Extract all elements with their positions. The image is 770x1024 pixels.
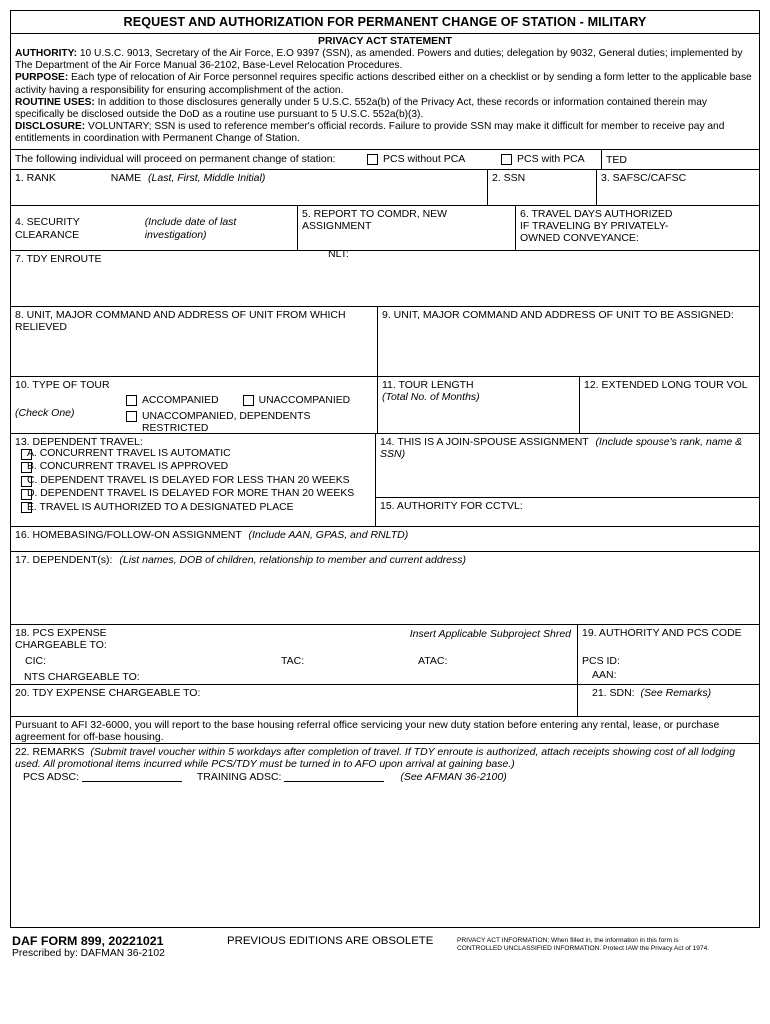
pcs-id-label[interactable]: PCS ID:: [582, 655, 620, 668]
tour-length-hint: (Total No. of Months): [382, 391, 480, 404]
field-tour-length[interactable]: [378, 377, 580, 433]
field-tdy-enroute[interactable]: [11, 251, 759, 306]
privacy-disclosure-paragraph: [15, 121, 755, 145]
name-label: NAME: [110, 171, 142, 184]
field-authority-pcs-code: [578, 625, 759, 684]
sdn-hint: (See Remarks): [640, 686, 712, 699]
pcs-with-pca-label: PCS with PCA: [517, 153, 585, 166]
dependents-label: 17. DEPENDENT(s):: [15, 553, 113, 566]
dependent-travel-option-a[interactable]: [21, 448, 372, 460]
remarks-hint: (Submit travel voucher within 5 workdays after completion of travel. If TDY enroute is authorized, attach receipts showing cost of all lodging used. All promotional items incurred while PCS/TDY must be turned in to AFO upon arrival at gaining base.): [15, 745, 736, 771]
pcs-adsc-input[interactable]: [82, 771, 182, 782]
afi-housing-note-row: [11, 717, 759, 744]
unit-assigned-label: 9. UNIT, MAJOR COMMAND AND ADDRESS OF UNIT TO BE ASSIGNED:: [382, 308, 734, 321]
homebasing-label: 16. HOMEBASING/FOLLOW-ON ASSIGNMENT: [15, 528, 242, 541]
check-one-hint: (Check One): [15, 407, 75, 420]
travel-days-line3: OWNED CONVEYANCE:: [520, 232, 639, 245]
remarks-label: 22. REMARKS: [15, 745, 85, 758]
dependent-travel-label: 13. DEPENDENT TRAVEL:: [15, 435, 143, 448]
field-extended-long-tour-vol[interactable]: [580, 377, 759, 433]
privacy-authority-label: AUTHORITY:: [15, 48, 78, 59]
unaccompanied-label: UNACCOMPANIED: [258, 394, 351, 406]
privacy-act-heading: PRIVACY ACT STATEMENT: [318, 36, 452, 47]
field-tdy-expense[interactable]: [11, 685, 578, 716]
pcs-expense-line2: CHARGEABLE TO:: [15, 639, 107, 652]
privacy-purpose-label: PURPOSE:: [15, 72, 69, 84]
field-homebasing[interactable]: [11, 527, 759, 551]
unaccompanied-restricted-line2: RESTRICTED: [142, 423, 209, 435]
unaccompanied-checkbox[interactable]: [243, 395, 254, 406]
field-dependent-travel: [11, 434, 376, 526]
tdy-enroute-label: 7. TDY ENROUTE: [15, 252, 102, 265]
form-footer: [10, 928, 762, 959]
privacy-info-line2: CONTROLLED UNCLASSIFIED INFORMATION. Protect IAW the Privacy Act of 1974.: [457, 945, 710, 953]
tour-row: [11, 377, 759, 434]
tdy-enroute-row: [11, 251, 759, 307]
form-number: DAF FORM 899, 20221021: [12, 933, 164, 948]
join-spouse-label: 14. THIS IS A JOIN-SPOUSE ASSIGNMENT: [380, 435, 589, 448]
pcs-with-pca-checkbox[interactable]: [501, 154, 512, 165]
dependent-travel-option-c[interactable]: [21, 475, 372, 487]
dependent-travel-option-b[interactable]: [21, 461, 372, 473]
dependent-travel-b-label: B. CONCURRENT TRAVEL IS APPROVED: [27, 461, 229, 473]
dependent-travel-option-d[interactable]: [21, 488, 372, 500]
rank-name-ssn-row: [11, 170, 759, 206]
pcs-expense-line1: 18. PCS EXPENSE: [15, 626, 107, 639]
field-unit-assigned[interactable]: [378, 307, 759, 376]
privacy-purpose-paragraph: [15, 72, 755, 96]
aan-label[interactable]: AAN:: [592, 669, 617, 682]
field-pcs-expense: [11, 625, 578, 684]
security-clearance-label: 4. SECURITY CLEARANCE: [15, 216, 80, 241]
safsc-label: 3. SAFSC/CAFSC: [601, 171, 687, 184]
tour-unaccompanied-option[interactable]: [243, 395, 351, 407]
tac-label[interactable]: TAC:: [281, 654, 305, 667]
sdn-label: 21. SDN:: [592, 686, 635, 699]
proceed-row: [11, 150, 759, 170]
field-safsc-cafsc[interactable]: [597, 170, 759, 205]
training-adsc-input[interactable]: [284, 771, 384, 782]
unaccompanied-restricted-line1: UNACCOMPANIED, DEPENDENTS: [142, 410, 311, 422]
pcs-without-pca-option[interactable]: [367, 153, 501, 165]
join-spouse-hint: (Include spouse's rank, name & SSN): [380, 435, 743, 461]
proceed-statement: The following individual will proceed on permanent change of station:: [15, 153, 336, 166]
pcs-with-pca-option[interactable]: [501, 153, 601, 165]
atac-label[interactable]: ATAC:: [418, 654, 448, 667]
field-sdn[interactable]: [578, 685, 759, 716]
prescribed-by: Prescribed by: DAFMAN 36-2102: [12, 947, 165, 959]
dependent-travel-a-label: A. CONCURRENT TRAVEL IS AUTOMATIC: [27, 448, 231, 460]
accompanied-checkbox[interactable]: [126, 395, 137, 406]
travel-days-line1: 6. TRAVEL DAYS AUTHORIZED: [520, 207, 673, 220]
homebasing-hint: (Include AAN, GPAS, and RNLTD): [248, 528, 409, 541]
homebasing-row: [11, 527, 759, 552]
field-unit-relieved[interactable]: [11, 307, 378, 376]
name-hint: (Last, First, Middle Initial): [148, 171, 266, 184]
report-to-comdr-label: 5. REPORT TO COMDR, NEW ASSIGNMENT: [302, 207, 448, 233]
pcs-without-pca-checkbox[interactable]: [367, 154, 378, 165]
ted-label: TED: [606, 153, 627, 166]
unit-relieved-assigned-row: [11, 307, 759, 377]
cic-label[interactable]: CIC:: [25, 654, 46, 667]
field-travel-days-authorized[interactable]: [516, 206, 759, 250]
tdy-expense-row: [11, 685, 759, 717]
unit-relieved-label: 8. UNIT, MAJOR COMMAND AND ADDRESS OF UNIT FROM WHICH RELIEVED: [15, 308, 346, 334]
privacy-act-statement: [11, 34, 759, 150]
unaccompanied-restricted-checkbox[interactable]: [126, 411, 137, 422]
authority-pcs-code-label: 19. AUTHORITY AND PCS CODE: [582, 626, 742, 639]
afi-housing-note: Pursuant to AFI 32-6000, you will report to the base housing referral office servicing your new duty station before entering any rental, lease, or purchase agreement for off-base housing.: [15, 718, 720, 744]
form-title: REQUEST AND AUTHORIZATION FOR PERMANENT CHANGE OF STATION - MILITARY: [11, 11, 759, 34]
security-clearance-hint: (Include date of last investigation): [144, 216, 237, 241]
tour-unaccompanied-restricted-option[interactable]: [126, 411, 310, 436]
authority-cctvl-label: 15. AUTHORITY FOR CCTVL:: [380, 499, 523, 512]
remarks-row: [11, 744, 759, 927]
training-adsc-label: TRAINING ADSC:: [196, 771, 282, 784]
tdy-expense-label: 20. TDY EXPENSE CHARGEABLE TO:: [15, 686, 201, 699]
rank-label: 1. RANK: [15, 171, 56, 184]
field-report-to-comdr[interactable]: [298, 206, 516, 261]
field-dependents-list[interactable]: [11, 552, 759, 624]
pcs-without-pca-label: PCS without PCA: [383, 153, 466, 166]
afman-note: (See AFMAN 36-2100): [400, 771, 507, 784]
dependent-travel-row: [11, 434, 759, 527]
ssn-label: 2. SSN: [492, 171, 526, 184]
type-of-tour-label: 10. TYPE OF TOUR: [15, 378, 110, 391]
privacy-info-line1: PRIVACY ACT INFORMATION: When filled in, the information in this form is: [457, 936, 679, 944]
ted-field[interactable]: [602, 152, 759, 166]
accompanied-label: ACCOMPANIED: [142, 394, 219, 406]
tour-accompanied-option[interactable]: [126, 395, 219, 407]
nlt-label: NLT:: [328, 248, 349, 261]
pcs-adsc-label: PCS ADSC:: [23, 771, 80, 784]
nts-chargeable-label[interactable]: NTS CHARGEABLE TO:: [24, 670, 140, 683]
form-container: [10, 10, 760, 928]
field-remarks[interactable]: [11, 744, 759, 927]
field-authority-cctvl[interactable]: [376, 498, 759, 526]
tour-length-label: 11. TOUR LENGTH: [382, 378, 474, 391]
privacy-purpose-text: Each type of relocation of Air Force personnel requires specific actions described either on a checklist or by sending a form letter to the applicable base activity having a responsibility for ensuring accomplishment of the action.: [15, 72, 752, 96]
dependent-travel-d-label: D. DEPENDENT TRAVEL IS DELAYED FOR MORE THAN 20 WEEKS: [27, 488, 355, 500]
field-rank-name[interactable]: [11, 170, 488, 205]
dependents-row: [11, 552, 759, 625]
field-security-clearance[interactable]: [11, 206, 298, 250]
extended-long-tour-label: 12. EXTENDED LONG TOUR VOL: [584, 378, 748, 391]
subproject-shred-note: Insert Applicable Subproject Shred: [409, 627, 571, 640]
privacy-authority-text: 10 U.S.C. 9013, Secretary of the Air Force, E.O 9397 (SSN), as amended. Powers and duties; delegation by 9032, General duties; implemented by The Department of the Air Force Manual 36-2102, Base-Level Relocation Procedures.: [15, 48, 743, 72]
privacy-authority-paragraph: [15, 48, 755, 72]
privacy-disclosure-text: VOLUNTARY; SSN is used to reference member's official records. Failure to provide SSN may make it difficult for member to receive pay and entitlements in coordination with Permanent Change of Station.: [15, 121, 725, 145]
travel-days-line2: IF TRAVELING BY PRIVATELY-: [520, 220, 669, 233]
previous-editions-note: PREVIOUS EDITIONS ARE OBSOLETE: [227, 934, 434, 947]
pcs-expense-row: [11, 625, 759, 685]
privacy-disclosure-label: DISCLOSURE:: [15, 121, 86, 133]
privacy-routine-text: In addition to those disclosures generally under 5 U.S.C. 552a(b) of the Privacy Act, these records or information contained therein may specifically be disclosed outside the DoD as a routine use pursuant to 5 U.S.C. 552a(b)(3).: [15, 96, 707, 121]
footer-left: [12, 934, 227, 959]
dependent-travel-c-label: C. DEPENDENT TRAVEL IS DELAYED FOR LESS THAN 20 WEEKS: [27, 474, 350, 486]
field-join-spouse[interactable]: [376, 434, 759, 498]
privacy-act-information: [457, 934, 762, 954]
privacy-routine-label: ROUTINE USES:: [15, 96, 95, 108]
field-type-of-tour: [11, 377, 378, 433]
dependents-hint: (List names, DOB of children, relationship to member and current address): [119, 553, 467, 566]
privacy-routine-paragraph: [15, 97, 755, 121]
dependent-travel-option-e[interactable]: [21, 502, 372, 514]
field-ssn[interactable]: [488, 170, 597, 205]
dependent-travel-e-label: E. TRAVEL IS AUTHORIZED TO A DESIGNATED PLACE: [27, 501, 294, 513]
